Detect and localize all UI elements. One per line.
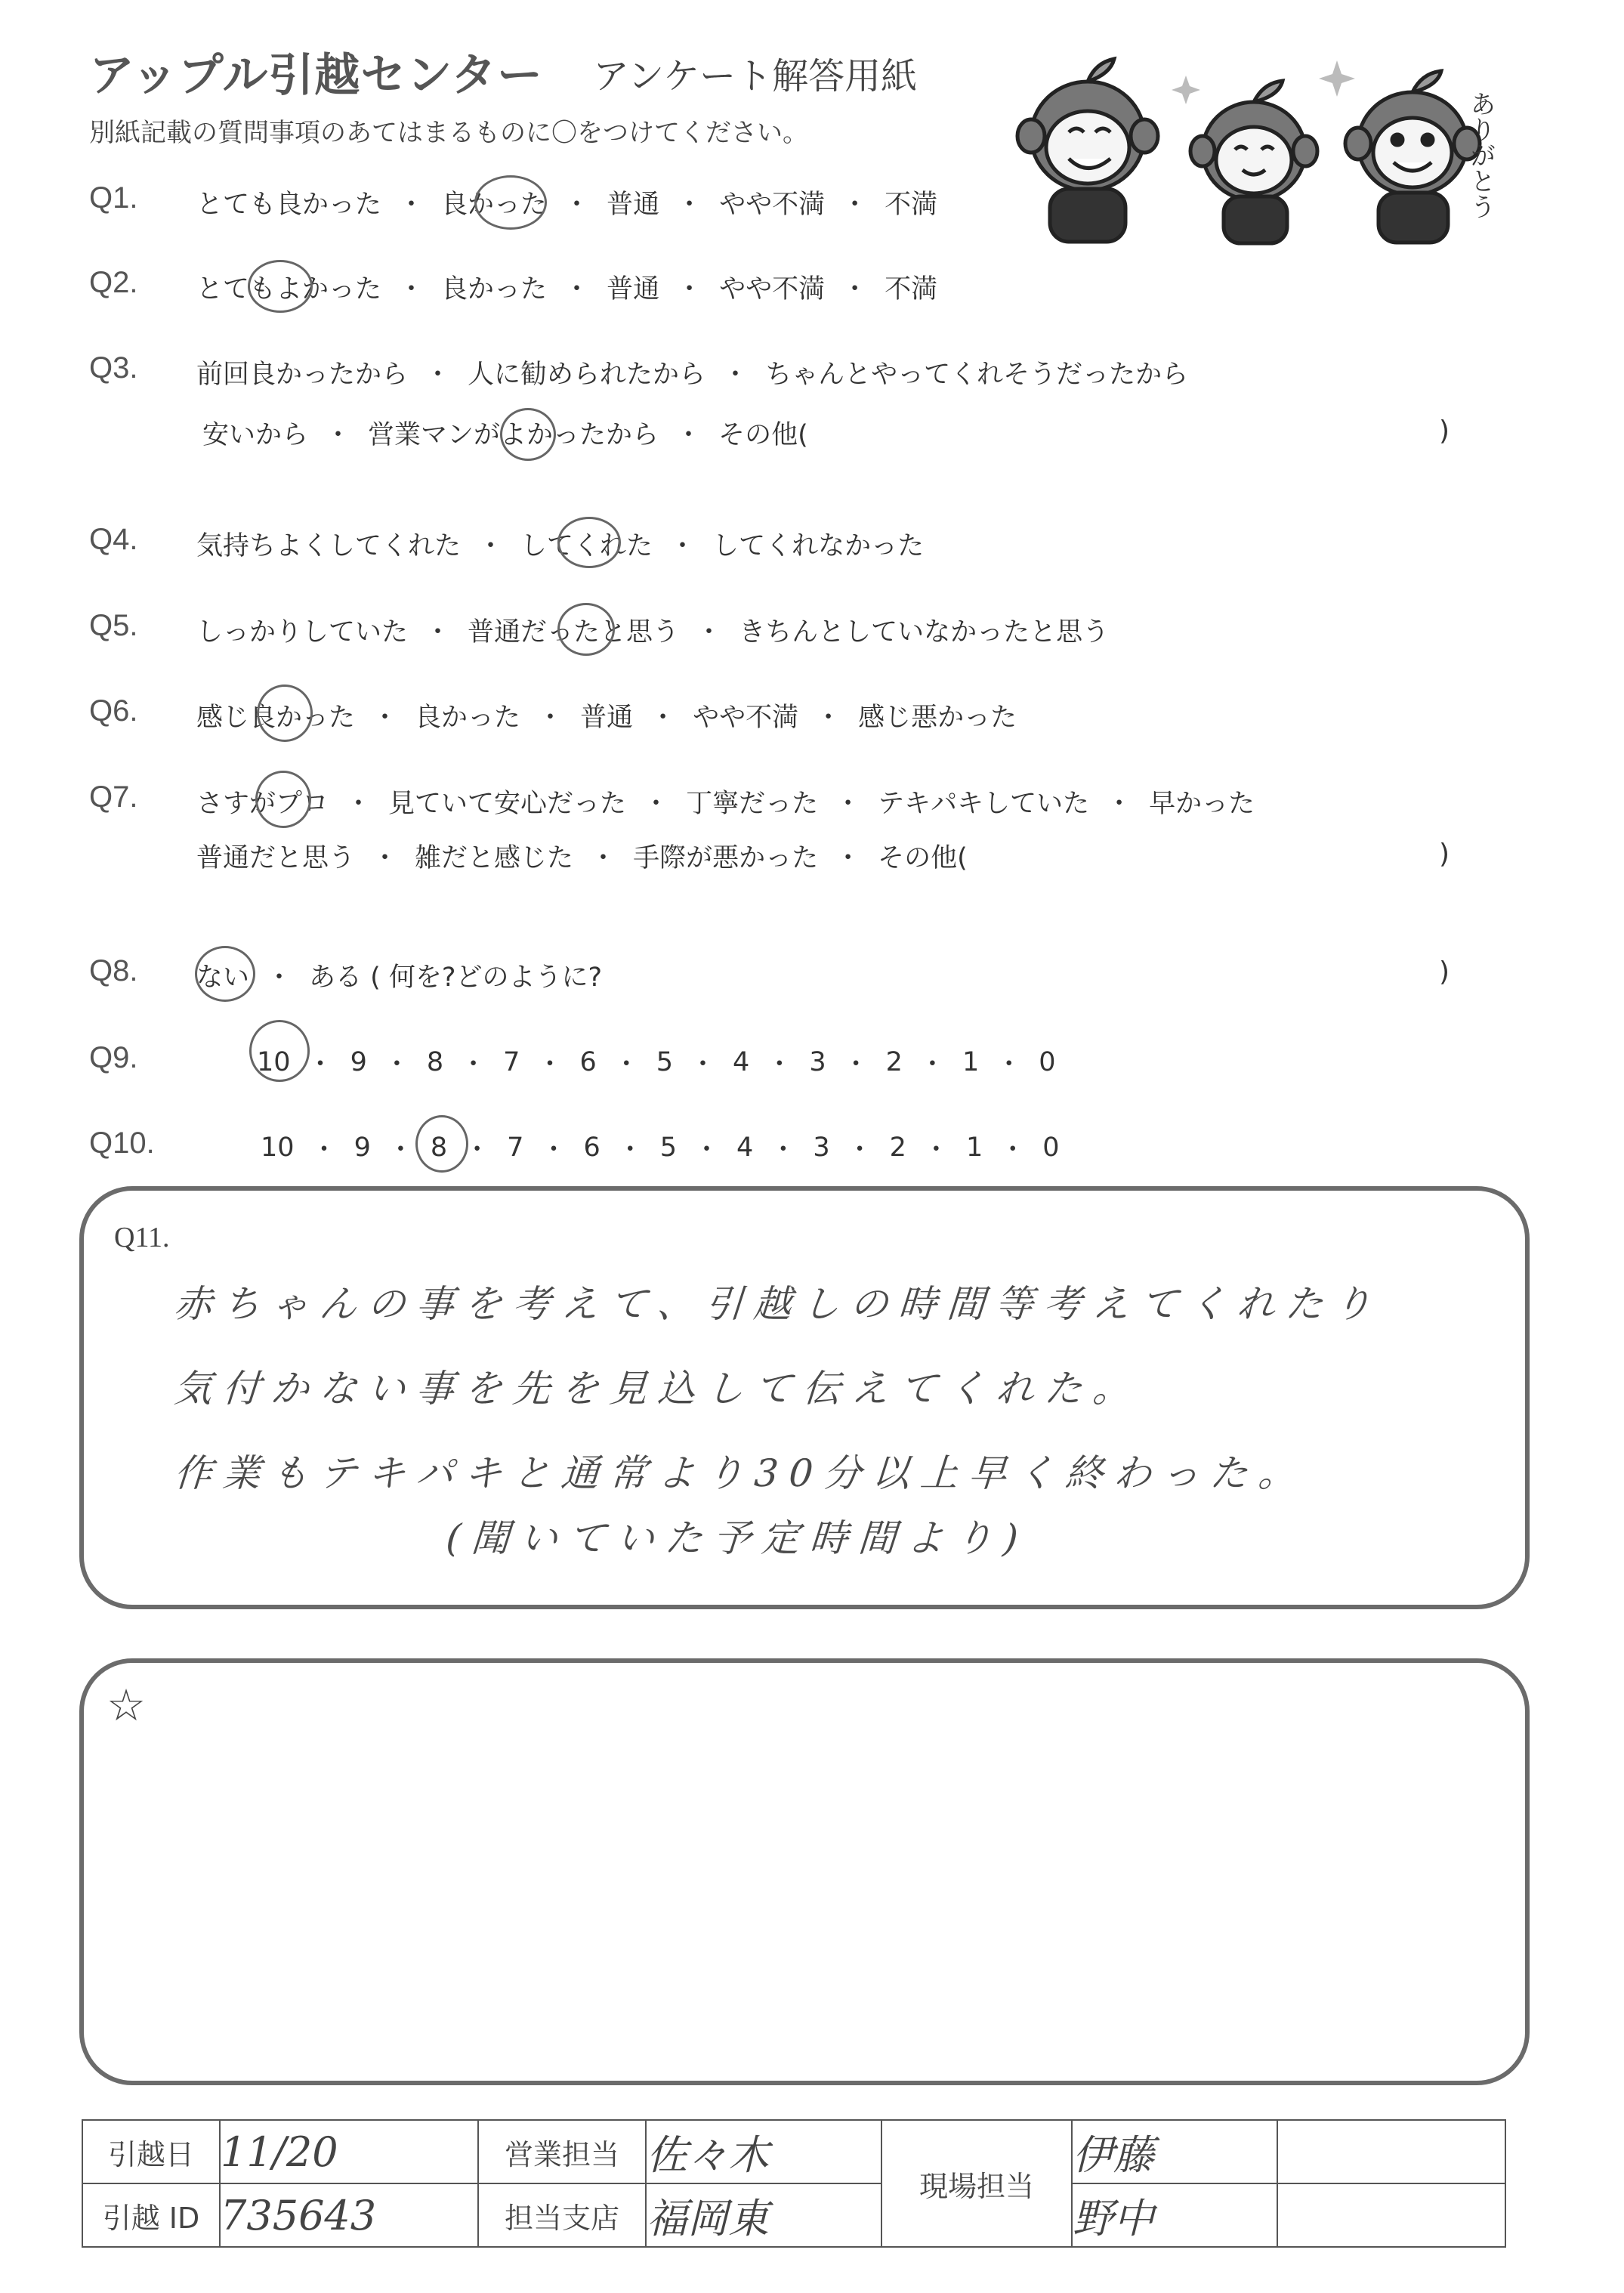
q2-option-3[interactable]: 普通 <box>607 274 660 304</box>
q1-option-3[interactable]: 普通 <box>607 190 660 220</box>
q10-score-9[interactable]: 9 <box>354 1133 371 1163</box>
monkey-1-icon <box>1017 59 1158 242</box>
free-comment-box[interactable] <box>79 1658 1530 2085</box>
q11-comment-line-2: 気付かない事を先を見込して伝えてくれた。 <box>172 1367 1143 1411</box>
q4-option-2[interactable]: してくれた <box>520 531 653 561</box>
q10-score-0[interactable]: 0 <box>1042 1133 1060 1163</box>
q7-option-1[interactable]: さすがプロ <box>196 789 329 819</box>
q8-selection-circle <box>195 946 255 1002</box>
q7-options-line2: 普通だと思う ・ 雑だと感じた ・ 手際が悪かった ・ その他( <box>196 837 968 875</box>
q2-label: Q2. <box>89 266 138 299</box>
q6-options: 感じ良かった ・ 良かった ・ 普通 ・ やや不満 ・ 感じ悪かった <box>196 697 1017 734</box>
q2-selection-circle <box>248 260 313 313</box>
q11-label: Q11. <box>114 1222 170 1253</box>
q1-option-5[interactable]: 不満 <box>885 190 938 220</box>
q11-comment-line-3: 作業もテキパキと通常より30分以上早く終わった。 <box>172 1451 1308 1495</box>
star-icon: ☆ <box>107 1680 146 1731</box>
q10-score-2[interactable]: 2 <box>889 1133 906 1163</box>
q3-label: Q3. <box>89 351 138 385</box>
q9-scale: 10 ・ 9 ・ 8 ・ 7 ・ 6 ・ 5 ・ 4 ・ 3 ・ 2 ・ 1 ・ 0 <box>257 1047 1056 1080</box>
move-date-label: 引越日 <box>82 2120 220 2183</box>
q9-score-3[interactable]: 3 <box>809 1047 826 1077</box>
q2-option-1[interactable]: とてもよかった <box>196 274 382 304</box>
instruction-text: 別紙記載の質問事項のあてはまるものに〇をつけてください。 <box>89 118 808 148</box>
q6-option-5[interactable]: 感じ悪かった <box>858 703 1017 733</box>
move-date-value[interactable]: 11/20 <box>220 2120 478 2183</box>
q7-option-5[interactable]: 早かった <box>1149 789 1255 819</box>
q5-label: Q5. <box>89 609 138 642</box>
q4-options: 気持ちよくしてくれた ・ してくれた ・ してくれなかった <box>196 525 924 563</box>
q1-option-2[interactable]: 良かった <box>441 190 548 220</box>
q8-option-yes[interactable]: ある ( 何を?どのように? <box>309 963 603 993</box>
q7-option-2[interactable]: 見ていて安心だった <box>388 789 627 819</box>
sales-rep-value[interactable]: 佐々木 <box>646 2120 881 2183</box>
q9-score-1[interactable]: 1 <box>962 1047 980 1077</box>
sales-rep-label: 営業担当 <box>478 2120 646 2183</box>
q3-option-4[interactable]: 安いから <box>202 420 309 450</box>
q5-options: しっかりしていた ・ 普通だったと思う ・ きちんとしていなかったと思う <box>196 611 1109 649</box>
q5-option-1[interactable]: しっかりしていた <box>196 617 409 647</box>
q8-options: ない ・ ある ( 何を?どのように? <box>196 956 602 994</box>
q7-option-6[interactable]: 普通だと思う <box>196 843 356 873</box>
q10-score-8[interactable]: 8 <box>430 1133 448 1163</box>
q6-label: Q6. <box>89 694 138 728</box>
monkey-3-icon <box>1345 71 1480 243</box>
q6-option-1[interactable]: 感じ良かった <box>196 703 356 733</box>
q7-option-8[interactable]: 手際が悪かった <box>633 843 819 873</box>
site-staff-3-value[interactable] <box>1277 2120 1505 2183</box>
q5-option-2[interactable]: 普通だったと思う <box>468 617 680 647</box>
q3-other-close-paren: ) <box>1439 416 1450 447</box>
q9-score-4[interactable]: 4 <box>733 1047 750 1077</box>
q1-option-4[interactable]: やや不満 <box>719 190 826 220</box>
q8-label: Q8. <box>89 954 138 987</box>
q10-score-4[interactable]: 4 <box>736 1133 754 1163</box>
q9-selection-circle <box>249 1020 310 1082</box>
q3-option-1[interactable]: 前回良かったから <box>196 360 409 390</box>
q9-score-10[interactable]: 10 <box>257 1047 291 1077</box>
q5-option-3[interactable]: きちんとしていなかったと思う <box>739 617 1110 647</box>
q10-score-6[interactable]: 6 <box>583 1133 601 1163</box>
q9-score-2[interactable]: 2 <box>885 1047 903 1077</box>
q2-option-5[interactable]: 不満 <box>885 274 938 304</box>
q4-label: Q4. <box>89 523 138 556</box>
q7-option-3[interactable]: 丁寧だった <box>686 789 819 819</box>
monkey-mascot-illustration <box>997 45 1511 249</box>
q3-option-5[interactable]: 営業マンがよかったから <box>368 420 659 450</box>
site-staff-2-value[interactable]: 野中 <box>1072 2183 1277 2247</box>
q7-option-7[interactable]: 雑だと感じた <box>415 843 574 873</box>
q7-label: Q7. <box>89 780 138 814</box>
q9-score-5[interactable]: 5 <box>656 1047 674 1077</box>
q10-selection-circle <box>415 1115 468 1173</box>
q10-score-3[interactable]: 3 <box>813 1133 830 1163</box>
q4-option-1[interactable]: 気持ちよくしてくれた <box>196 531 462 561</box>
q7-options-line1: さすがプロ ・ 見ていて安心だった ・ 丁寧だった ・ テキパキしていた ・ 早かった <box>196 783 1255 820</box>
q1-option-1[interactable]: とても良かった <box>196 190 382 220</box>
q8-close-paren: ) <box>1439 956 1450 987</box>
q4-option-3[interactable]: してくれなかった <box>712 531 925 561</box>
q6-selection-circle <box>257 685 313 742</box>
q6-option-4[interactable]: やや不満 <box>693 703 799 733</box>
move-id-value[interactable]: 735643 <box>220 2183 478 2247</box>
q6-option-2[interactable]: 良かった <box>415 703 521 733</box>
q2-option-4[interactable]: やや不満 <box>719 274 826 304</box>
q3-option-other[interactable]: その他( <box>718 420 808 450</box>
q1-label: Q1. <box>89 181 138 215</box>
q7-option-other[interactable]: その他( <box>878 843 968 873</box>
q10-label: Q10. <box>89 1126 155 1160</box>
q1-selection-circle <box>474 175 547 230</box>
q2-option-2[interactable]: 良かった <box>441 274 548 304</box>
q11-comment-box[interactable] <box>79 1186 1530 1609</box>
q3-option-2[interactable]: 人に勧められたから <box>468 360 706 390</box>
document-title: アンケート解答用紙 <box>593 55 918 97</box>
q11-comment-line-1: 赤ちゃんの事を考えて、引越しの時間等考えてくれたり <box>172 1282 1384 1326</box>
monkey-2-icon <box>1190 81 1317 243</box>
q9-score-7[interactable]: 7 <box>503 1047 520 1077</box>
branch-value[interactable]: 福岡東 <box>646 2183 881 2247</box>
site-staff-1-value[interactable]: 伊藤 <box>1072 2120 1277 2183</box>
thanks-text: ありがとう <box>1465 91 1496 219</box>
q3-options-line1: 前回良かったから ・ 人に勧められたから ・ ちゃんとやってくれそうだったから <box>196 354 1188 391</box>
q10-score-7[interactable]: 7 <box>507 1133 524 1163</box>
q3-option-3[interactable]: ちゃんとやってくれそうだったから <box>765 360 1189 390</box>
q10-score-10[interactable]: 10 <box>261 1133 295 1163</box>
q9-score-9[interactable]: 9 <box>350 1047 367 1077</box>
company-name: アップル引越センター <box>89 49 543 102</box>
q2-options: とてもよかった ・ 良かった ・ 普通 ・ やや不満 ・ 不満 <box>196 268 937 306</box>
q9-score-8[interactable]: 8 <box>426 1047 444 1077</box>
q10-score-5[interactable]: 5 <box>659 1133 678 1163</box>
site-staff-4-value[interactable] <box>1277 2183 1505 2247</box>
q10-scale: 10 ・ 9 ・ 8 ・ 7 ・ 6 ・ 5 ・ 4 ・ 3 ・ 2 ・ 1 ・ 0 <box>261 1133 1060 1165</box>
q3-selection-circle <box>500 408 556 461</box>
branch-label: 担当支店 <box>478 2183 646 2247</box>
q5-selection-circle <box>557 603 615 656</box>
q7-option-4[interactable]: テキパキしていた <box>878 789 1090 819</box>
q3-options-line2: 安いから ・ 営業マンがよかったから ・ その他( <box>202 414 808 452</box>
move-info-table <box>82 2119 1506 2248</box>
q8-option-no[interactable]: ない <box>196 963 250 993</box>
q7-other-close-paren: ) <box>1439 839 1450 870</box>
site-staff-label: 現場担当 <box>881 2120 1072 2247</box>
q11-comment-line-4: (聞いていた予定時間より) <box>444 1516 1030 1560</box>
q6-option-3[interactable]: 普通 <box>580 703 634 733</box>
q4-selection-circle <box>557 517 621 568</box>
q7-selection-circle <box>255 771 311 828</box>
q1-options: とても良かった ・ 良かった ・ 普通 ・ やや不満 ・ 不満 <box>196 184 937 221</box>
q9-score-0[interactable]: 0 <box>1039 1047 1056 1077</box>
q9-score-6[interactable]: 6 <box>579 1047 597 1077</box>
q10-score-1[interactable]: 1 <box>965 1133 983 1163</box>
move-id-label: 引越 ID <box>82 2183 220 2247</box>
q9-label: Q9. <box>89 1041 138 1074</box>
